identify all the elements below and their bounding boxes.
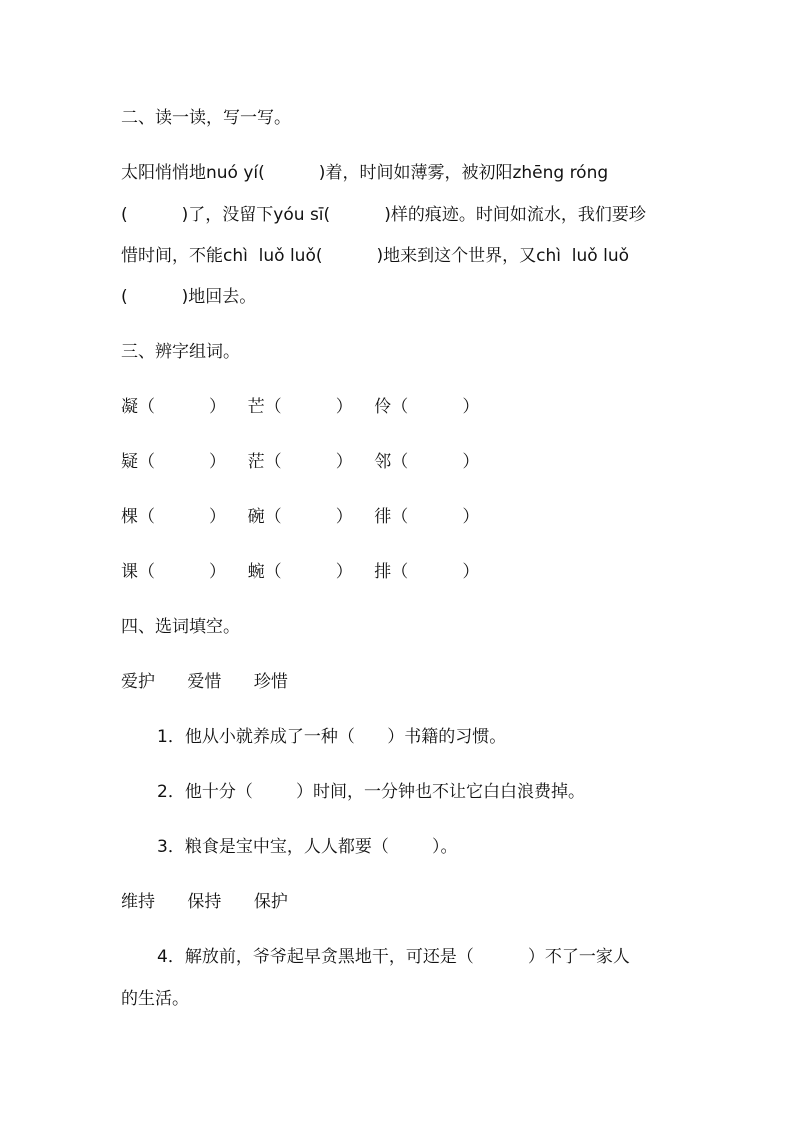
section2-heading: 二、读一读，写一写。 xyxy=(121,108,291,128)
question-1: 1．他从小就养成了一种（ ）书籍的习惯。 xyxy=(157,727,507,747)
question-2: 2．他十分（ ）时间，一分钟也不让它白白浪费掉。 xyxy=(157,782,586,802)
section3-row-4: 课（ ） 蜿（ ） 排（ ） xyxy=(121,562,480,582)
section2-line-3: 惜时间，不能chì luǒ luǒ( )地来到这个世界，又chì luǒ luǒ xyxy=(121,246,630,266)
section2-line-1: 太阳悄悄地nuó yí( )着，时间如薄雾，被初阳zhēng róng xyxy=(121,163,609,183)
word-choices-2: 维持 保持 保护 xyxy=(121,892,288,912)
section3-row-3: 棵（ ） 碗（ ） 徘（ ） xyxy=(121,507,480,527)
section2-line-2: ( )了，没留下yóu sī( )样的痕迹。时间如流水，我们要珍 xyxy=(121,205,646,225)
question-4-line-2: 的生活。 xyxy=(121,989,189,1009)
question-3: 3．粮食是宝中宝，人人都要（ ）。 xyxy=(157,837,458,857)
section3-row-1: 凝（ ） 芒（ ） 伶（ ） xyxy=(121,397,480,417)
section2-line-4: ( )地回去。 xyxy=(121,287,257,307)
word-choices-1: 爱护 爱惜 珍惜 xyxy=(121,672,288,692)
section4-heading: 四、选词填空。 xyxy=(121,617,240,637)
section3-heading: 三、辨字组词。 xyxy=(121,342,240,362)
section3-row-2: 疑（ ） 茫（ ） 邻（ ） xyxy=(121,452,480,472)
question-4-line-1: 4．解放前，爷爷起早贪黑地干，可还是（ ）不了一家人 xyxy=(157,947,630,967)
